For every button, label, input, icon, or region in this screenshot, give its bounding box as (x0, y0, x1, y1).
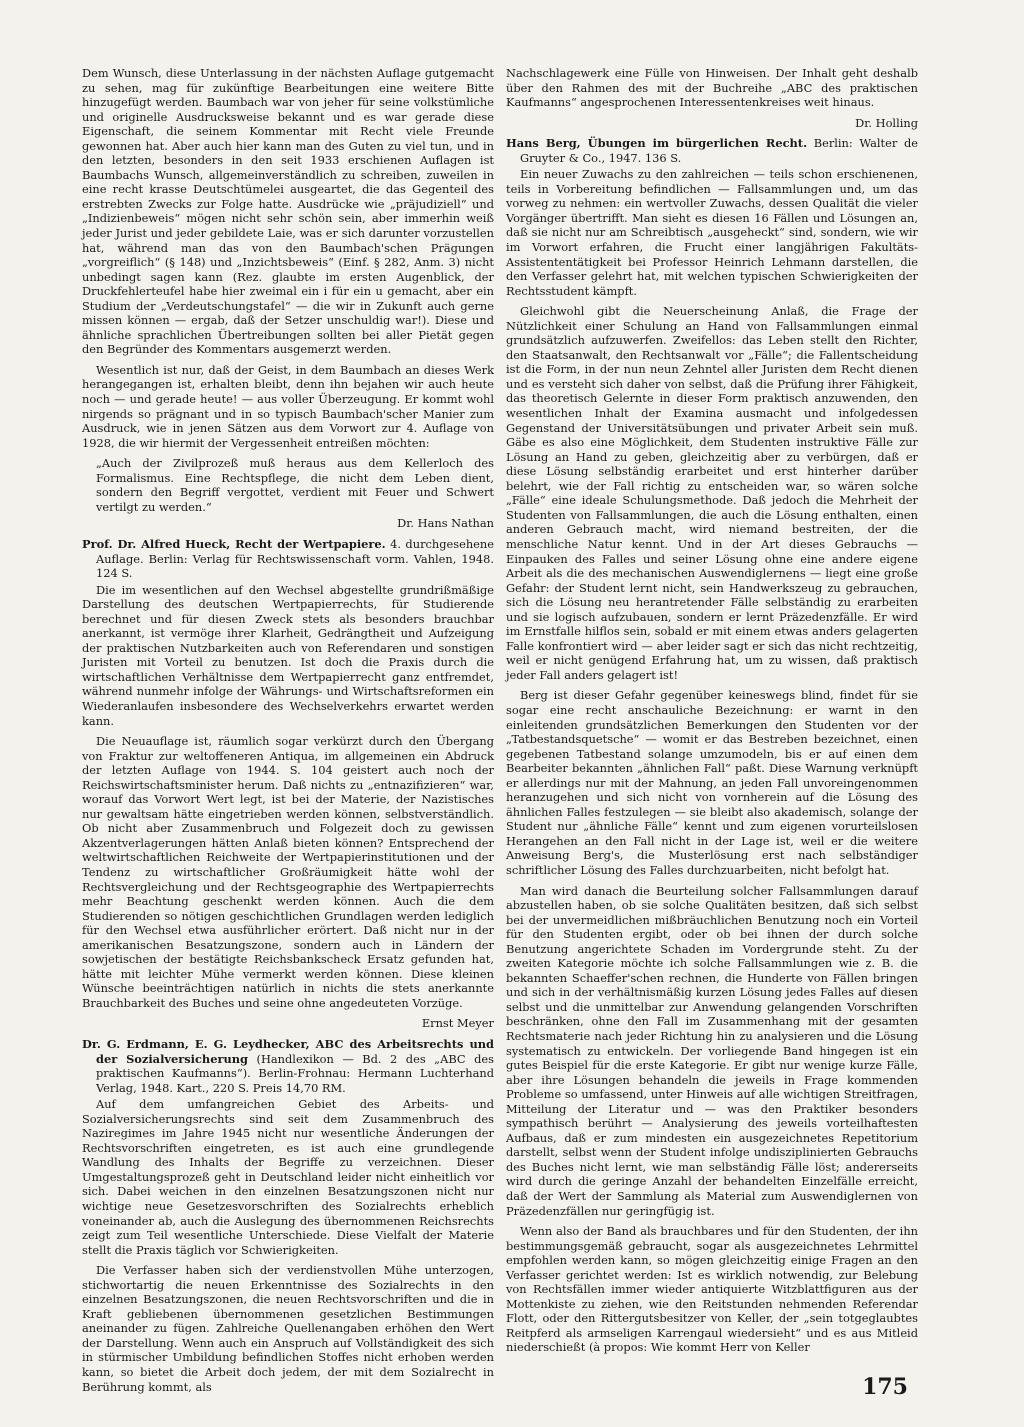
paragraph: Dem Wunsch, diese Unterlassung in der nächsten Auflage gutgemacht zu sehen, mag für zukünftige Bearbeitungen eine weitere Bitte hinzugefügt werden. Baumbach war von jeher für seine volkstümliche und originelle Ausdrucksweise bekannt und es war gerade diese Eigenschaft, die seinem Kommentar mit Recht viele Freunde gewonnen hat. Aber auch hier kann man des Guten zu viel tun, und in den letzten, besonders in den seit 1933 erschienen Auflagen ist Baumbachs Wunsch, allgemeinverständlich zu schreiben, zuweilen in eine recht krasse Deutschtümelei ausgeartet, die das Gegenteil des erstrebten Zwecks zur Folge hatte. Ausdrücke wie „präjudiziell“ und „Indizienbeweis“ mögen nicht sehr schön sein, aber immerhin weiß jeder Jurist und jeder gebildete Laie, was er sich darunter vorzustellen hat, während man das von den Baumbach'schen Prägungen „vorgreiflich“ (§ 148) und „Inzichtsbeweis“ (Einf. § 282, Anm. 3) nicht unbedingt sagen kann (Rez. glaubte im ersten Augenblick, der Druckfehlerteufel habe hier zweimal ein i für ein u gemacht, aber ein Studium der „Verdeutschungstafel“ — die wir in Zukunft auch gerne missen können — ergab, daß der Setzer unschuldig war!). Diese und ähnliche sprachlichen Übertreibungen sollten bei aller Pietät gegen den Begründer des Kommentars ausgemerzt werden. (82, 66, 494, 357)
right-column (506, 66, 918, 1361)
paragraph: Die im wesentlichen auf den Wechsel abgestellte grundrißmäßige Darstellung des deutschen Wertpapierrechts, für Studierende berechnet und für diesen Zweck stets als besonders brauchbar anerkannt, ist vermöge ihrer Klarheit, Gedrängtheit und Aufzeigung der praktischen Nutzbarkeiten auch von Referendaren und sonstigen Juristen mit Vorteil zu benutzen. Ist doch die Praxis durch die wirtschaftlichen Verhältnisse dem Wertpapierrecht ganz entfremdet, während nunmehr infolge der Währungs- und Wirtschaftsreformen ein Wiederanlaufen insbesondere des Wechselverkehrs erwartet werden kann. (82, 582, 494, 728)
reviewer-signature: Dr. Hans Nathan (397, 516, 494, 531)
paragraph: Wenn also der Band als brauchbares und für den Studenten, der ihn bestimmungsgemäß gebraucht, sogar als ausgezeichnetes Lehrmittel empfohlen werden kann, so mögen gleichzeitig einige Fragen an den Verfasser gerichtet werden: Ist es wirklich notwendig, zur Belebung von Rechtsfällen immer wieder antiquierte Witzblattfiguren aus der Mottenkiste zu ziehen, wie den Reitstunden nehmenden Referendar Flott, oder den Rittergutsbesitzer von Keller, der „sein totgeglaubtes Reitpferd als armseligen Karrengaul wiedersieht“ und es aus Mitleid niederschießt (à propos: Wie kommt Herr von Keller (506, 1224, 918, 1355)
review-publication-details: Berlin: Walter de Gruyter & Co., 1947. 136 S. (520, 136, 919, 165)
page-number: 175 (862, 1374, 908, 1400)
paragraph: Wesentlich ist nur, daß der Geist, in dem Baumbach an dieses Werk herangegangen ist, erhalten bleibt, denn ihn bejahen wir auch heute noch — und gerade heute! — aus voller Überzeugung. Er kommt wohl nirgends so prägnant und in so typisch Baumbach'scher Manier zum Ausdruck, wie in jenen Sätzen aus dem Vorwort zur 4. Auflage von 1928, die wir hiermit der Vergessenheit entreißen möchten: (82, 362, 494, 450)
paragraph: Ein neuer Zuwachs zu den zahlreichen — teils schon erschienenen, teils in Vorbereitung befindlichen — Fallsammlungen und, um das vorweg zu nehmen: ein wertvoller Zuwachs, dessen Qualität die vieler Vorgänger übertrifft. Man sieht es diesen 16 Fällen und Lösungen an, daß sie nicht nur am Schreibtisch „ausgeheckt“ sind, sondern, wie wir im Vorwort erfahren, die Frucht einer langjährigen Fakultäts-Assistententätigkeit bei Professor Heinrich Lehmann darstellen, die den Verfasser gelehrt hat, mit welchen typischen Schwierigkeiten der Rechtsstudent kämpft. (506, 167, 918, 298)
reviewer-signature: Dr. Holling (855, 115, 918, 130)
review-title: Hans Berg, Übungen im bürgerlichen Recht. (506, 136, 808, 151)
review-title: Prof. Dr. Alfred Hueck, Recht der Wertpapiere. (82, 536, 386, 551)
review-publication-details: 4. durchgesehene Auflage. Berlin: Verlag für Rechtswissenschaft vorm. Vahlen, 1948. 124 S. (96, 536, 494, 581)
review-heading (82, 1037, 494, 1095)
paragraph: Die Neuauflage ist, räumlich sogar verkürzt durch den Übergang von Fraktur zur weltoffeneren Antiqua, im allgemeinen ein Abdruck der letzten Auflage von 1944. S. 104 geistert auch noch der Reichswirtschaftsminister herum. Daß nichts zu „entnazifizieren“ war, worauf das Vorwort Wert legt, ist bei der Materie, der Nazistisches nur gewaltsam hätte eingetrieben werden können, selbstverständlich. Ob nicht aber Zusammenbruch und Folgezeit doch zu gewissen Akzentverlagerungen hätten Anlaß bieten können? Entsprechend der weltwirtschaftlichen Reichweite der Wertpapierinstitutionen und der Tendenz zu wirtschaftlicher Großräumigkeit hätte wohl der Rechtsvergleichung und der Rechtsgeographie des Wertpapierrechts mehr Beachtung geschenkt werden können. Auch die dem Studierenden so nötigen geschichtlichen Grundlagen werden lediglich für den Wechsel etwa ausführlicher erörtert. Daß nicht nur in der amerikanischen Besatzungszone, sondern auch in Ländern der sowjetischen der bestätigte Reichsbankscheck Ersatz gefunden hat, hätte mit leichter Mühe vermerkt werden können. Diese kleinen Wünsche beeinträchtigen natürlich in nichts die stets anerkannte Brauchbarkeit des Buches und seine ohne angedeuteten Vorzüge. (82, 734, 494, 1010)
paragraph: Nachschlagewerk eine Fülle von Hinweisen. Der Inhalt geht deshalb über den Rahmen des mit der Buchreihe „ABC des praktischen Kaufmanns“ angesprochenen Interessentenkreises weit hinaus. (506, 66, 918, 110)
paragraph: Gleichwohl gibt die Neuerscheinung Anlaß, die Frage der Nützlichkeit einer Schulung an Hand von Fallsammlungen einmal grundsätzlich aufzuwerfen. Zweifellos: das Leben stellt den Richter, den Staatsanwalt, den Rechtsanwalt vor „Fälle“; die Fallentscheidung ist die Form, in der nun neun Zehntel aller Juristen dem Recht dienen und es versteht sich daher von selbst, daß die Prüfung ihrer Fähigkeit, das theoretisch Gelernte in dieser Form praktisch anzuwenden, den wesentlichen Inhalt der Examina ausmacht und infolgedessen Gegenstand der Universitätsübungen und privater Arbeit sein muß. Gäbe es also eine Möglichkeit, dem Studenten instruktive Fälle zur Lösung an Hand zu geben, gleichzeitig aber zu verbürgen, daß er diese Lösung selbständig erarbeitet und erst hinterher darüber belehrt, wie der Fall richtig zu entscheiden war, so wären solche „Fälle“ eine ideale Schulungsmethode. Daß jedoch die Mehrheit der Studenten von Fallsammlungen, die auch die Lösung enthalten, einen anderen Gebrauch macht, wird niemand bestreiten, der die menschliche Natur kennt. Und in der Art dieses Gebrauchs — Einpauken des Falles und seiner Lösung ohne eine andere eigene Arbeit als die des mechanischen Auswendiglernens — liegt eine große Gefahr: der Student lernt nicht, sein Handwerkszeug zu gebrauchen, sich die Lösung neu herantretender Fälle selbständig zu erarbeiten und sie logisch aufzubauen, sondern er lernt Präzedenzfälle. Er wird im Ernstfalle hilflos sein, sobald er mit einem etwas anders gelagerten Falle konfrontiert wird — aber leider sagt er sich das nicht rechtzeitig, weil er nicht genügend Erfahrung hat, um zu wissen, daß praktisch jeder Fall anders gelagert ist! (506, 304, 918, 682)
paragraph: Berg ist dieser Gefahr gegenüber keineswegs blind, findet für sie sogar eine recht anschauliche Bezeichnung: er warnt in den einleitenden grundsätzlichen Bemerkungen den Studenten vor der „Tatbestandsquetsche“ — womit er das Bestreben bezeichnet, einen gegebenen Tatbestand solange umzumodeln, bis er auf einen dem Bearbeiter bekannten „ähnlichen Fall“ paßt. Diese Warnung verknüpft er allerdings nur mit der Mahnung, an jeden Fall unvoreingenommen heranzugehen und sich nicht von vornherein auf die Lösung des ähnlichen Falles festzulegen — sie bleibt also akademisch, solange der Student nur „ähnliche Fälle“ kennt und zum eigenen vorurteilslosen Herangehen an den Fall nicht in der Lage ist, weil er die weitere Anweisung Berg's, die Musterlösung erst nach selbständiger schriftlicher Lösung des Falles durchzuarbeiten, nicht befolgt hat. (506, 688, 918, 877)
paragraph: Auf dem umfangreichen Gebiet des Arbeits- und Sozialversicherungsrechts sind seit dem Zusammenbruch des Naziregimes im Jahre 1945 nicht nur wesentliche Änderungen der Rechtsvorschriften eingetreten, es ist auch eine grundlegende Wandlung des Inhalts der Begriffe zu verzeichnen. Dieser Umgestaltungsprozeß geht in Deutschland leider nicht einheitlich vor sich. Dabei weichen in den einzelnen Besatzungszonen nicht nur wichtige neue Gesetzesvorschriften des Sozialrechts erheblich voneinander ab, auch die Auslegung des übernommenen Reichsrechts zeigt zum Teil wesentliche Unterschiede. Diese Vielfalt der Materie stellt die Praxis täglich vor Schwierigkeiten. (82, 1097, 494, 1257)
review-title: Dr. G. Erdmann, E. G. Leydhecker, ABC des Arbeitsrechts und der Sozialversicherung (82, 1037, 494, 1066)
review-heading (82, 537, 494, 581)
reviewer-signature: Ernst Meyer (421, 1016, 494, 1031)
left-column (82, 66, 494, 1400)
review-publication-details: (Handlexikon — Bd. 2 des „ABC des praktischen Kaufmanns“). Berlin-Frohnau: Hermann Luchterhand Verlag, 1948. Kart., 220 S. Preis 14,70 RM. (96, 1051, 494, 1095)
quotation: „Auch der Zivilprozeß muß heraus aus dem Kellerloch des Formalismus. Eine Rechtspflege, die nicht dem Leben dient, sondern den Begriff vergottet, verdient mit Feuer und Schwert vertilgt zu werden.“ (96, 456, 494, 514)
paragraph: Die Verfasser haben sich der verdienstvollen Mühe unterzogen, stichwortartig die neuen Erkenntnisse des Sozialrechts in den einzelnen Besatzungszonen, die neuen Rechtsvorschriften und die in Kraft gebliebenen übernommenen gesetzlichen Bestimmungen aneinander zu fügen. Zahlreiche Quellenangaben erhöhen den Wert der Darstellung. Wenn auch ein Anspruch auf Vollständigkeit des sich in stürmischer Umbildung befindlichen Stoffes nicht erhoben werden kann, so bietet die Arbeit doch jedem, der mit dem Sozialrecht in Berührung kommt, als (82, 1263, 494, 1394)
review-heading (506, 136, 918, 165)
paragraph: Man wird danach die Beurteilung solcher Fallsammlungen darauf abzustellen haben, ob sie solche Qualitäten besitzen, daß sich selbst bei der unvermeidlichen mißbräuchlichen Benutzung noch ein Vorteil für den Studenten ergibt, oder ob bei ihnen der durch solche Benutzung angerichtete Schaden im Vordergrunde steht. Zu der zweiten Kategorie möchte ich solche Fallsammlungen wie z. B. die bekannten Schaeffer'schen rechnen, die Hunderte von Fällen bringen und sich in der verhältnismäßig kurzen Lösung jedes Falles auf diesen selbst und die unmittelbar zur Anwendung gelangenden Vorschriften beschränken, ohne den Fall im Zusammenhang mit der gesamten Rechtsmaterie nach jeder Richtung hin zu analysieren und die Lösung systematisch zu entwickeln. Der vorliegende Band hingegen ist ein gutes Beispiel für die erste Kategorie. Er gibt nur wenige kurze Fälle, aber ihre Lösungen behandeln die jeweils in Frage kommenden Probleme so umfassend, unter Hinweis auf alle wichtigen Streitfragen, Mitteilung der Literatur und — was den Praktiker besonders sympathisch berührt — Analysierung des jeweils vorteilhaftesten Aufbaus, daß er zum mindesten ein ausgezeichnetes Repetitorium darstellt, selbst wenn der Student infolge undisziplinierten Gebrauchs des Buches nicht lernt, wie man selbständig Fälle löst; andererseits wird durch die geringe Anzahl der behandelten Einzelfälle erreicht, daß der Wert der Sammlung als Material zum Auswendiglernen von Präzedenzfällen nur geringfügig ist. (506, 883, 918, 1218)
